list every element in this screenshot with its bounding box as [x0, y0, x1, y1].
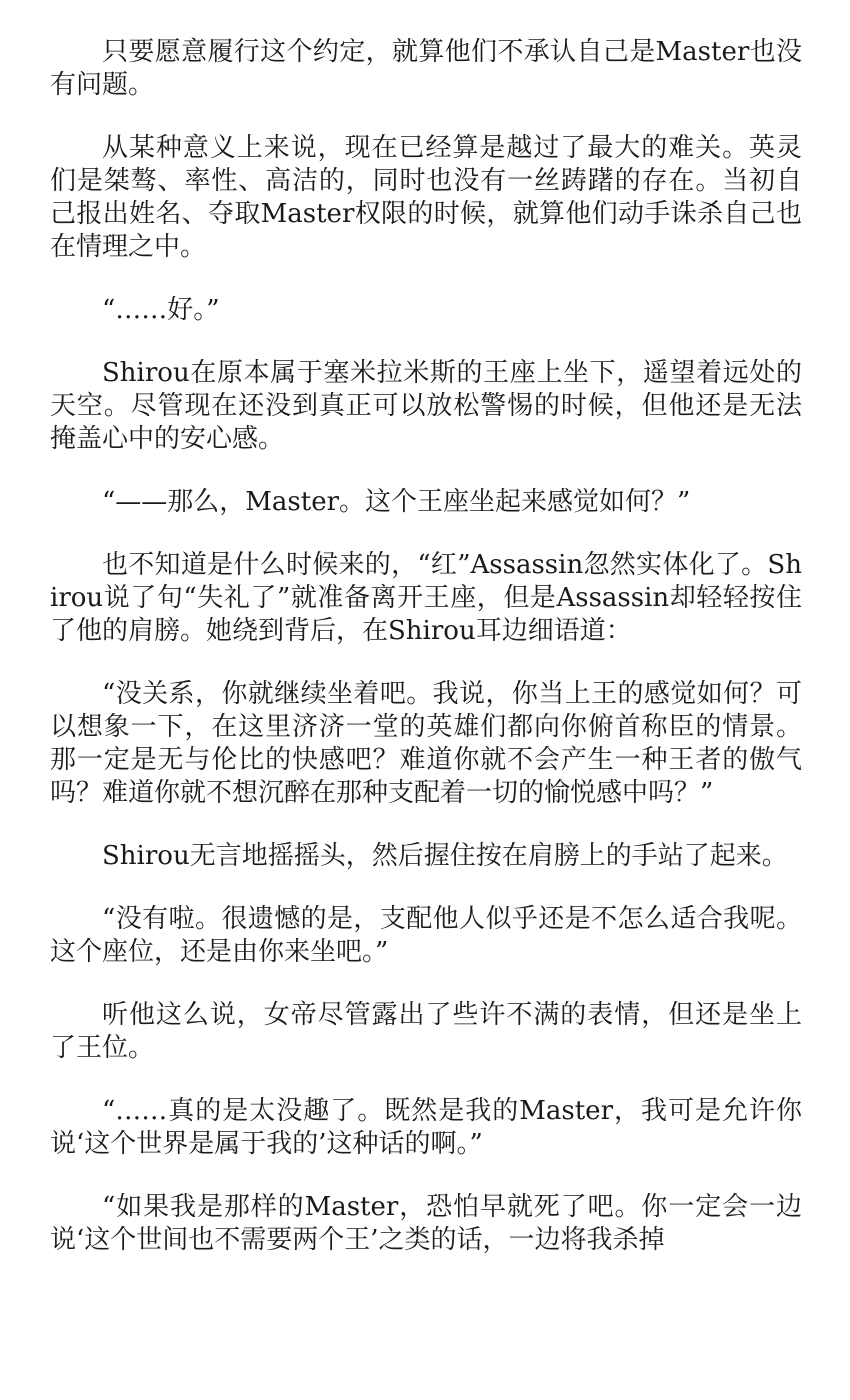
- paragraph-8: Shirou无言地摇摇头，然后握住按在肩膀上的手站了起来。: [102, 841, 788, 871]
- paragraph-12: “如果我是那样的Master，恐怕早就死了吧。你一定会一边说‘这个世间也不需要两个王’之类的话，一边将我杀掉: [50, 1192, 802, 1255]
- paragraph-2: 从某种意义上来说，现在已经算是越过了最大的难关。英灵们是桀骜、率性、高洁的，同时也没有一丝踌躇的存在。当初自己报出姓名、夺取Master权限的时候，就算他们动手诛杀自己也在情理之中。: [50, 133, 802, 262]
- paragraph-11: “……真的是太没趣了。既然是我的Master，我可是允许你说‘这个世界是属于我的’这种话的啊。”: [50, 1096, 802, 1159]
- document-page: [50, 36, 802, 1287]
- paragraph-4: Shirou在原本属于塞米拉米斯的王座上坐下，遥望着远处的天空。尽管现在还没到真正可以放松警惕的时候，但他还是无法掩盖心中的安心感。: [50, 358, 802, 454]
- paragraph-9: “没有啦。很遗憾的是，支配他人似乎还是不怎么适合我呢。这个座位，还是由你来坐吧。”: [50, 904, 802, 967]
- paragraph-5: “——那么，Master。这个王座坐起来感觉如何？”: [102, 487, 691, 517]
- paragraph-10: 听他这么说，女帝尽管露出了些许不满的表情，但还是坐上了王位。: [50, 1000, 802, 1063]
- paragraph-3: “……好。”: [102, 295, 220, 325]
- paragraph-7: “没关系，你就继续坐着吧。我说，你当上王的感觉如何？可以想象一下，在这里济济一堂的英雄们都向你俯首称臣的情景。那一定是无与伦比的快感吧？难道你就不会产生一种王者的傲气吗？难道你就不想沉醉在那种支配着一切的愉悦感中吗？”: [50, 679, 802, 808]
- paragraph-6: 也不知道是什么时候来的，“红”Assassin忽然实体化了。Shirou说了句“失礼了”就准备离开王座，但是Assassin却轻轻按住了他的肩膀。她绕到背后，在Shirou耳边细语道：: [50, 550, 802, 646]
- paragraph-1: 只要愿意履行这个约定，就算他们不承认自己是Master也没有问题。: [50, 37, 802, 100]
